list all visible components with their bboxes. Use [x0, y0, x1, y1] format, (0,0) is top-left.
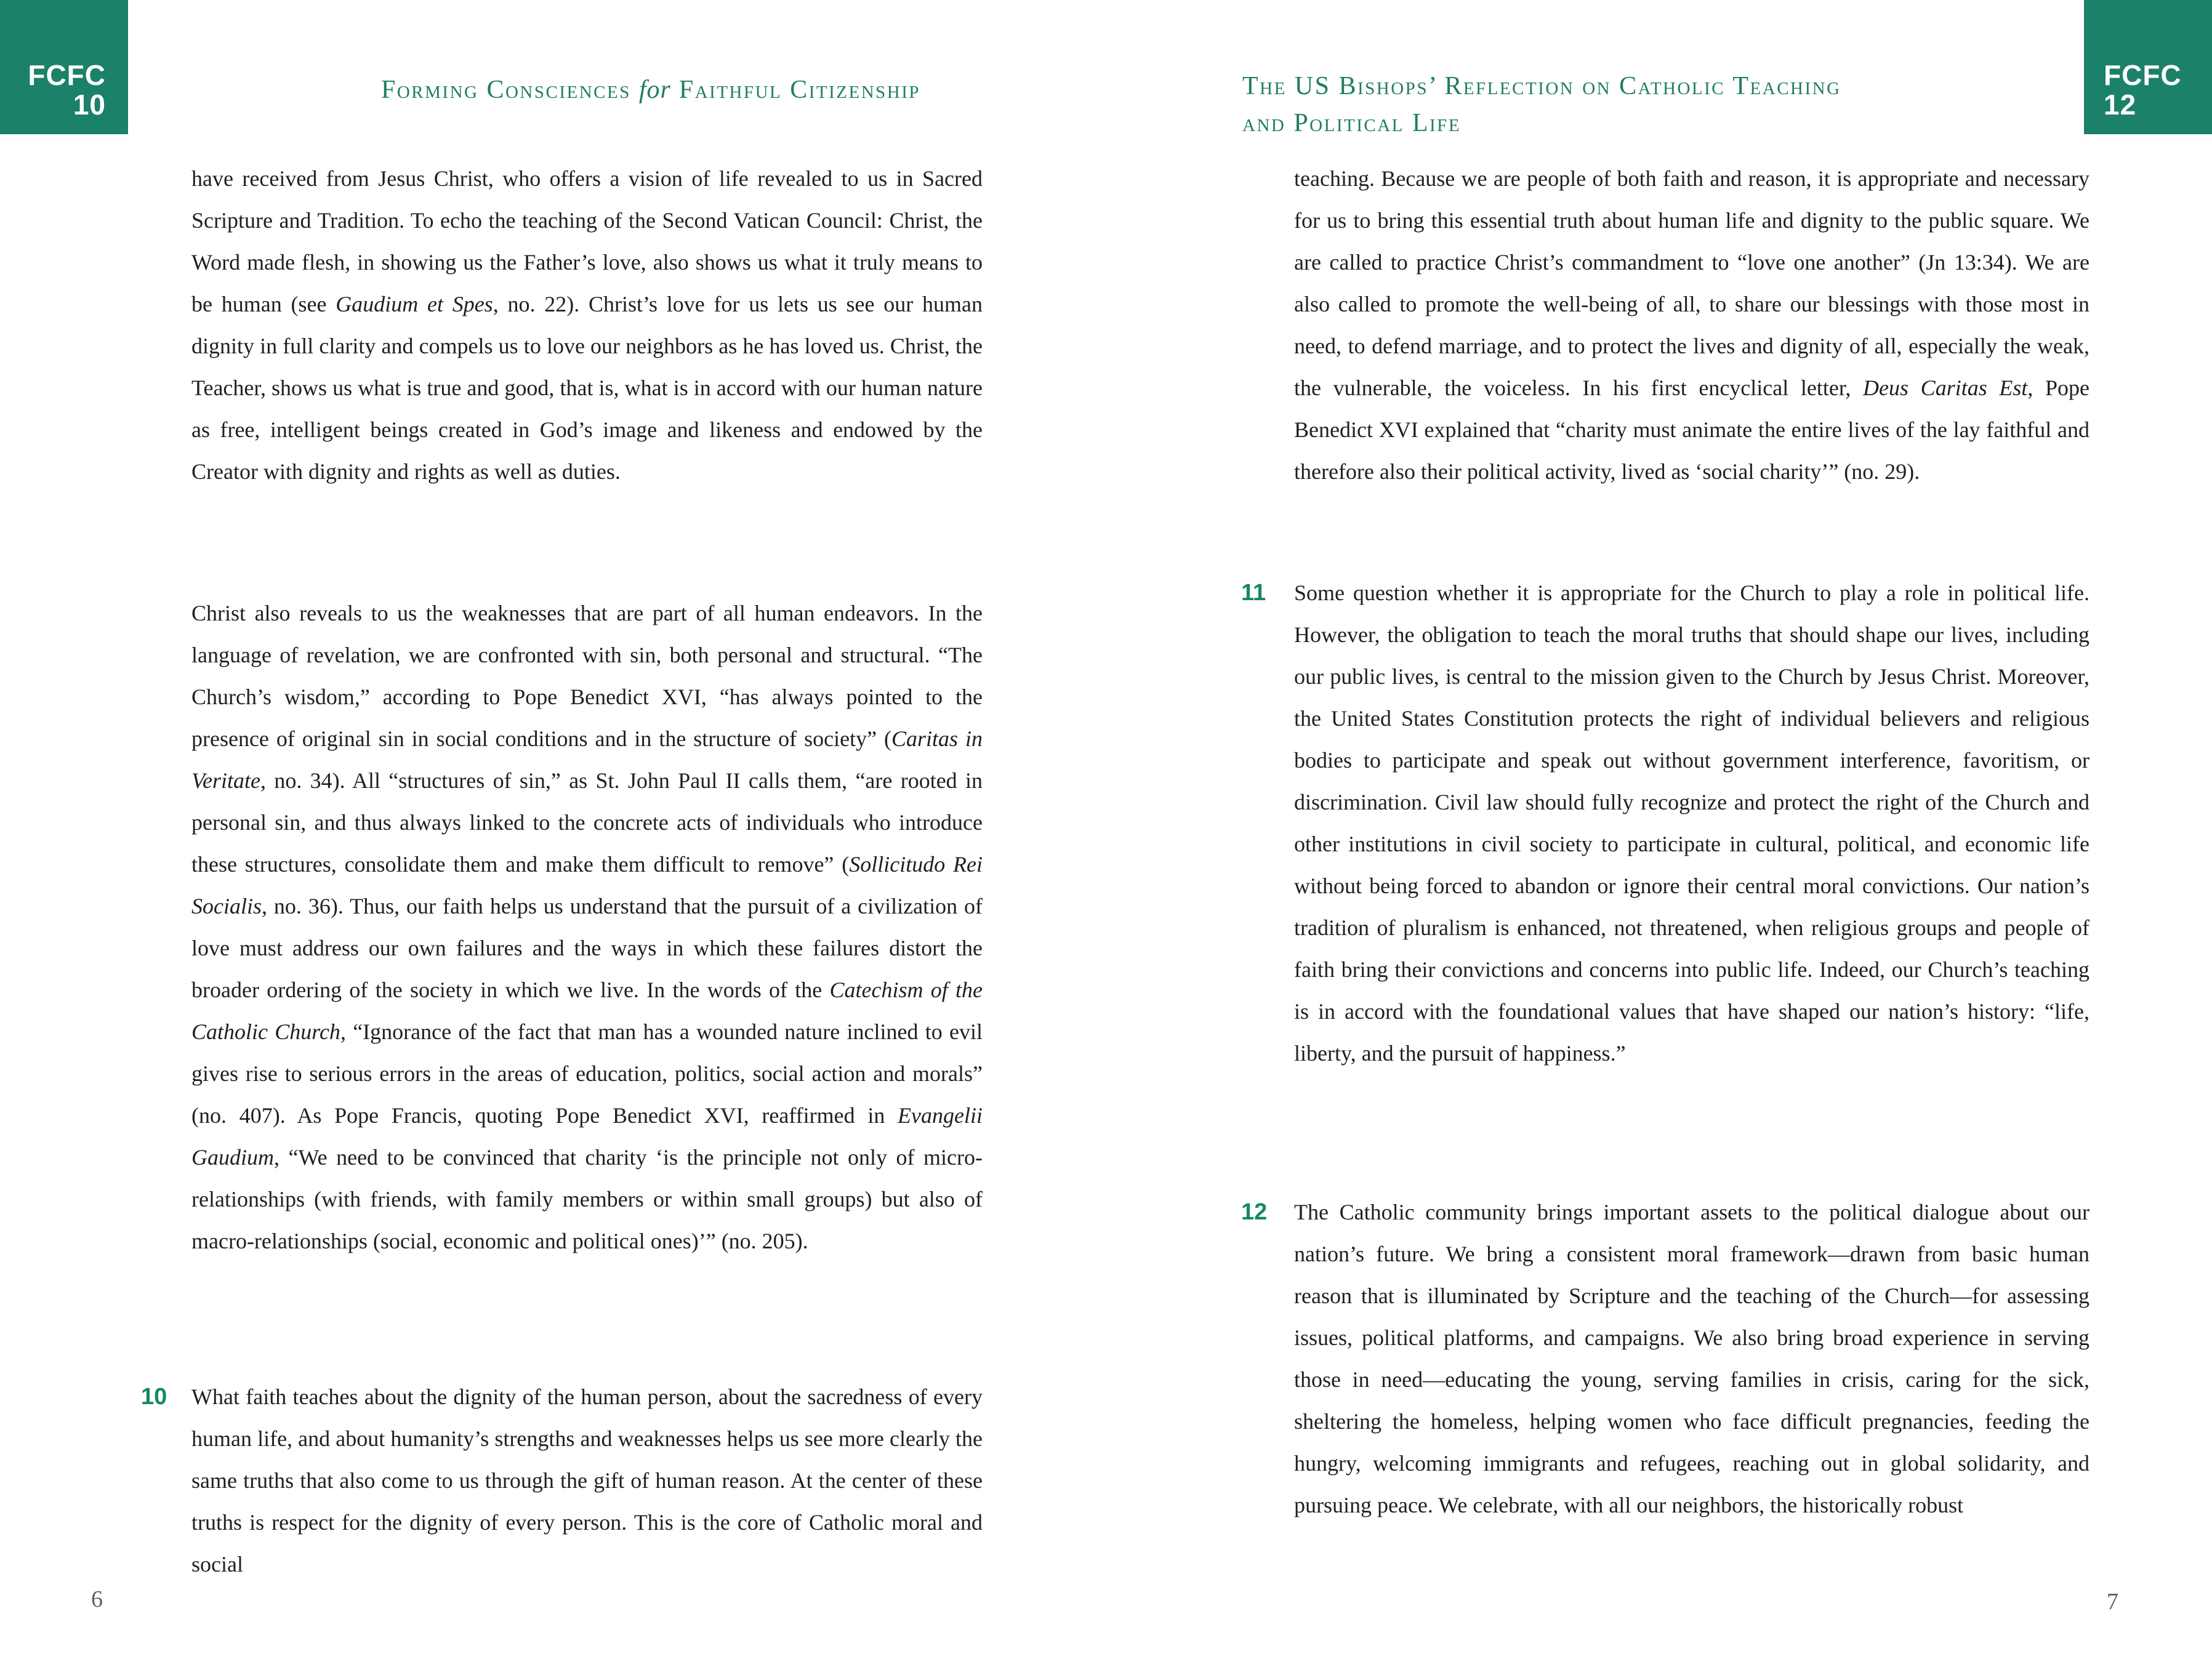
left-page-number: 6	[91, 1586, 103, 1612]
paragraph-number-11: 11	[1241, 580, 1266, 606]
right-tab-section-number: 12	[2104, 89, 2137, 121]
right-page-number: 7	[2107, 1589, 2118, 1615]
left-page-tab	[0, 0, 128, 134]
paragraph-number-10: 10	[141, 1384, 167, 1410]
left-paragraph-unnumbered: Christ also reveals to us the weaknesses that are part of all human endeavors. In the language of revelation, we are confronted with sin, both personal and structural. “The Church’s wisdom,” according to Pope Benedict XVI, “has always pointed to the presence of original sin in social conditions and in the structure of society” (Caritas in Veritate, no. 34). All “structures of sin,” as St. John Paul II calls them, “are rooted in personal sin, and thus always linked to the concrete acts of individuals who introduce these structures, consolidate them and make them difficult to remove” (Sollicitudo Rei Socialis, no. 36). Thus, our faith helps us understand that the pursuit of a civilization of love must address our own failures and the ways in which these failures distort the broader ordering of the society in which we live. In the words of the Catechism of the Catholic Church, “Ignorance of the fact that man has a wounded nature inclined to evil gives rise to serious errors in the areas of education, politics, social action and morals” (no. 407). As Pope Francis, quoting Pope Benedict XVI, reaffirmed in Evangelii Gaudium, “We need to be convinced that charity ‘is the principle not only of micro-relationships (with friends, with family members or within small groups) but also of macro-relationships (social, economic and political ones)’” (no. 205).	[191, 601, 983, 1253]
right-page-tab	[2084, 0, 2212, 134]
right-paragraph-11: Some question whether it is appropriate for the Church to play a role in political life. However, the obligation to teach the moral truths that should shape our lives, including our public lives, is central to the mission given to the Church by Jesus Christ. Moreover, the United States Constitution protects the right of individual believers and religious bodies to participate and speak out without government interference, favoritism, or discrimination. Civil law should fully recognize and protect the right of the Church and other institutions in civil society to participate in cultural, political, and economic life without being forced to abandon or ignore their central moral convictions. Our nation’s tradition of pluralism is enhanced, not threatened, when religious groups and people of faith bring their convictions and concerns into public life. Indeed, our Church’s teaching is in accord with the foundational values that have shaped our nation’s history: “life, liberty, and the pursuit of happiness.”	[1294, 580, 2089, 1066]
left-tab-title: FCFC	[28, 59, 106, 91]
left-running-head: Forming Consciences for Faithful Citizenship	[381, 76, 921, 104]
left-paragraph-continuation: have received from Jesus Christ, who offers a vision of life revealed to us in Sacred Scripture and Tradition. To echo the teaching of the Second Vatican Council: Christ, the Word made flesh, in showing us the Father’s love, also shows us what it truly means to be human (see Gaudium et Spes, no. 22). Christ’s love for us lets us see our human dignity in full clarity and compels us to love our neighbors as he has loved us. Christ, the Teacher, shows us what is true and good, that is, what is in accord with our human nature as free, intelligent beings created in God’s image and likeness and endowed by the Creator with dignity and rights as well as duties.	[191, 166, 983, 484]
right-running-head-line-2: and Political Life	[1242, 109, 1462, 137]
right-tab-title: FCFC	[2104, 59, 2182, 91]
paragraph-number-12: 12	[1241, 1199, 1268, 1225]
right-running-head	[1242, 68, 1841, 142]
left-paragraph-10: What faith teaches about the dignity of the human person, about the sacredness of every human life, and about humanity’s strengths and weaknesses helps us see more clearly the same truths that also come to us through the gift of human reason. At the center of these truths is respect for the dignity of every person. This is the core of Catholic moral and social	[191, 1384, 983, 1577]
left-tab-section-number: 10	[73, 89, 106, 121]
right-paragraph-continuation: teaching. Because we are people of both faith and reason, it is appropriate and necessary for us to bring this essential truth about human life and dignity to the public square. We are called to practice Christ’s commandment to “love one another” (Jn 13:34). We are also called to promote the well-being of all, to share our blessings with those most in need, to defend marriage, and to protect the lives and dignity of all, especially the weak, the vulnerable, the voiceless. In his first encyclical letter, Deus Caritas Est, Pope Benedict XVI explained that “charity must animate the entire lives of the lay faithful and therefore also their political activity, lived as ‘social charity’” (no. 29).	[1294, 166, 2090, 484]
right-paragraph-12: The Catholic community brings important assets to the political dialogue about our nation’s future. We bring a consistent moral framework—drawn from basic human reason that is illuminated by Scripture and the teaching of the Church—for assessing issues, political platforms, and campaigns. We also bring broad experience in serving those in need—educating the young, serving families in crisis, caring for the sick, sheltering the homeless, helping women who face difficult pregnancies, feeding the hungry, welcoming immigrants and refugees, reaching out in global solidarity, and pursuing peace. We celebrate, with all our neighbors, the historically robust	[1294, 1200, 2089, 1517]
right-running-head-line-1: The US Bishops’ Reflection on Catholic Teaching	[1242, 72, 1841, 100]
